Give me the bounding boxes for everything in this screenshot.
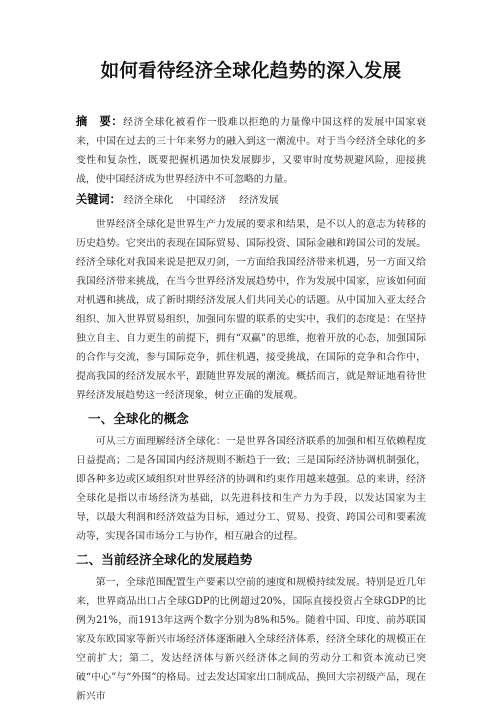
intro-paragraph: 世界经济全球化是世界生产力发展的要求和结果，是不以人的意志为转移的历史趋势。它突出的表现在国际贸易、国际投资、国际金融和跨国公司的发展。经济全球化对我国来说是把双刃剑，一方面给我国经济带来机遇，另一方面又给我国经济带来挑战，在当今世界经济发展趋势中，作为发展中国家，应该如何面对机遇和挑战，成了新时期经济发展人们共同关心的话题。从中国加入亚太经合组织、加入世界贸易组织，加强同东盟的联系的史实中，我们的态度是：在坚持独立自主、自力更生的前提下，拥有“双赢”的思维，抱着开放的心态，加强国际的合作与交流，参与国际竞争，抓住机遇，接受挑战，在国际的竞争和合作中，提高我国的经济发展水平，跟随世界发展的潮流。概括而言，就是辩证地看待世界经济发展趋势这一经济现象，树立正确的发展观。 (76, 219, 426, 401)
abstract-paragraph (76, 112, 426, 189)
abstract-text: 经济全球化被看作一股难以拒绝的力量像中国这样的发展中国家衰来，中国在过去的三十年来努力的融入到这一潮流中。对于当今经济全球化的多变性和复杂性，既要把握机遇加快发展脚步，又要审时度势规避风险，迎接挑战，使中国经济成为世界经济中不可忽略的力量。 (76, 117, 426, 185)
keywords-label: 关键词： (76, 193, 121, 206)
keyword-item: 经济发展 (239, 195, 279, 206)
keyword-item: 经济全球化 (123, 195, 174, 206)
abstract-label: 摘 要： (76, 115, 124, 128)
keywords-line (76, 190, 426, 210)
section-heading-concept: 一、全球化的概念 (88, 411, 189, 426)
section-paragraph-concept: 可从三方面理解经济全球化：一是世界各国经济联系的加强和相互依赖程度日益提高；二是各国国内经济规则不断趋于一致；三是国际经济协调机制强化，即各种多边或区域组织对世界经济的协调和约束作用越来越强。总的来讲，经济全球化是指以市场经济为基础，以先进科技和生产力为手段，以发达国家为主导，以最大利润和经济效益为目标，通过分工、贸易、投资、跨国公司和要素流动等，实现各国市场分工与协作，相互融合的过程。 (76, 436, 426, 542)
document-title: 如何看待经济全球化趋势的深入发展 (100, 61, 402, 82)
keyword-item: 中国经济 (186, 195, 226, 206)
section-heading-trends: 二、当前经济全球化的发展趋势 (76, 552, 253, 567)
section-paragraph-trends: 第一，全球范围配置生产要素以空前的速度和规模持续发展。特别是近几年来，世界商品出口占全球GDP的比例超过20%，国际直接投资占全球GDP的比例为21%，而1913年这两个数字分别为8%和5%。随着中国、印度、前苏联国家及东欧国家等新兴市场经济体逐渐融入全球经济体系，经济全球化的规模正在空前扩大；第二，发达经济体与新兴经济体之间的劳动分工和资本流动已突破“中心”与“外围”的格局。过去发达国家出口制成品，换回大宗初级产品，现在新兴市 (76, 577, 426, 702)
